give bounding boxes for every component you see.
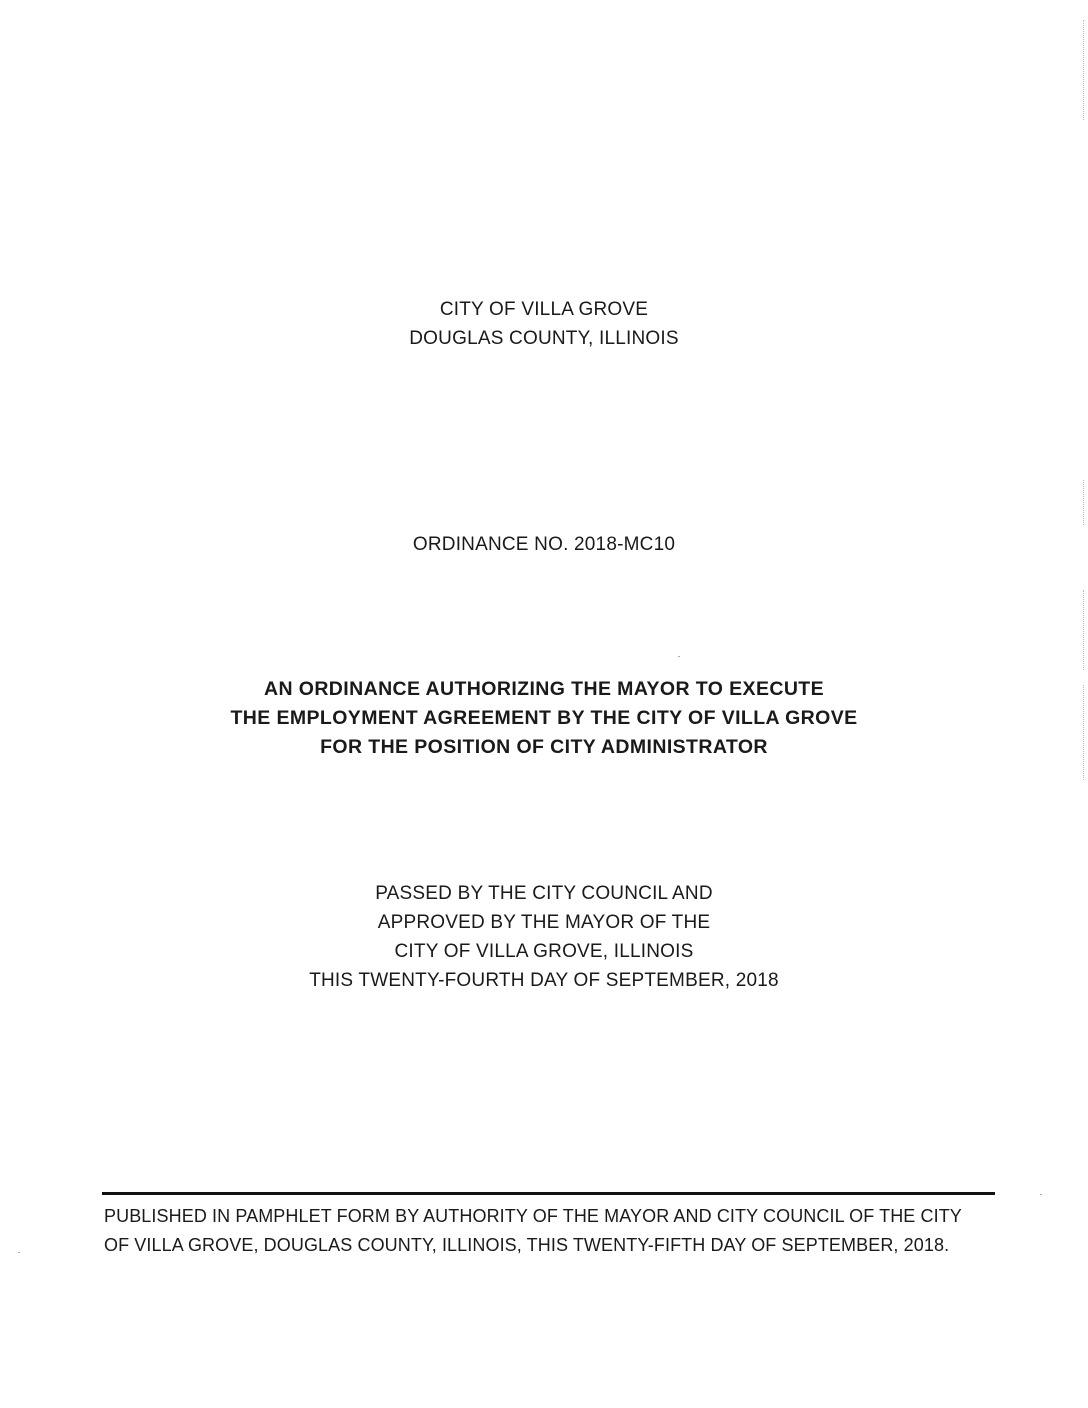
passage-line-4: THIS TWENTY-FOURTH DAY OF SEPTEMBER, 2018 [309, 970, 779, 991]
ordinance-number-block [0, 530, 1088, 559]
passage-line-3: CITY OF VILLA GROVE, ILLINOIS [394, 941, 694, 962]
scan-artifact-middle [1083, 480, 1085, 525]
scan-artifact-bottom [1083, 685, 1085, 780]
publication-line-1: PUBLISHED IN PAMPHLET FORM BY AUTHORITY OF THE MAYOR AND CITY COUNCIL OF THE CITY [104, 1206, 962, 1226]
county-state: DOUGLAS COUNTY, ILLINOIS [409, 328, 679, 349]
scan-speck [1040, 1194, 1042, 1195]
divider-rule [102, 1192, 995, 1195]
city-name: CITY OF VILLA GROVE [439, 299, 649, 320]
ordinance-title-line-2: THE EMPLOYMENT AGREEMENT BY THE CITY OF VILLA GROVE [230, 707, 858, 729]
scan-speck [18, 1252, 20, 1253]
city-header [0, 295, 1088, 353]
ordinance-title-line-1: AN ORDINANCE AUTHORIZING THE MAYOR TO EXECUTE [263, 678, 825, 700]
passage-statement [0, 879, 1088, 995]
passage-line-1: PASSED BY THE CITY COUNCIL AND [375, 883, 713, 904]
publication-notice [104, 1202, 1004, 1260]
ordinance-number: ORDINANCE NO. 2018-MC10 [412, 534, 676, 555]
scan-artifact-lower [1083, 590, 1085, 670]
ordinance-title-line-3: FOR THE POSITION OF CITY ADMINISTRATOR [320, 736, 768, 758]
ordinance-title [0, 675, 1088, 762]
scan-artifact-top [1083, 20, 1085, 120]
passage-line-2: APPROVED BY THE MAYOR OF THE [377, 912, 711, 933]
scan-speck [678, 656, 680, 657]
publication-line-2: OF VILLA GROVE, DOUGLAS COUNTY, ILLINOIS, THIS TWENTY-FIFTH DAY OF SEPTEMBER, 2018. [104, 1235, 950, 1255]
